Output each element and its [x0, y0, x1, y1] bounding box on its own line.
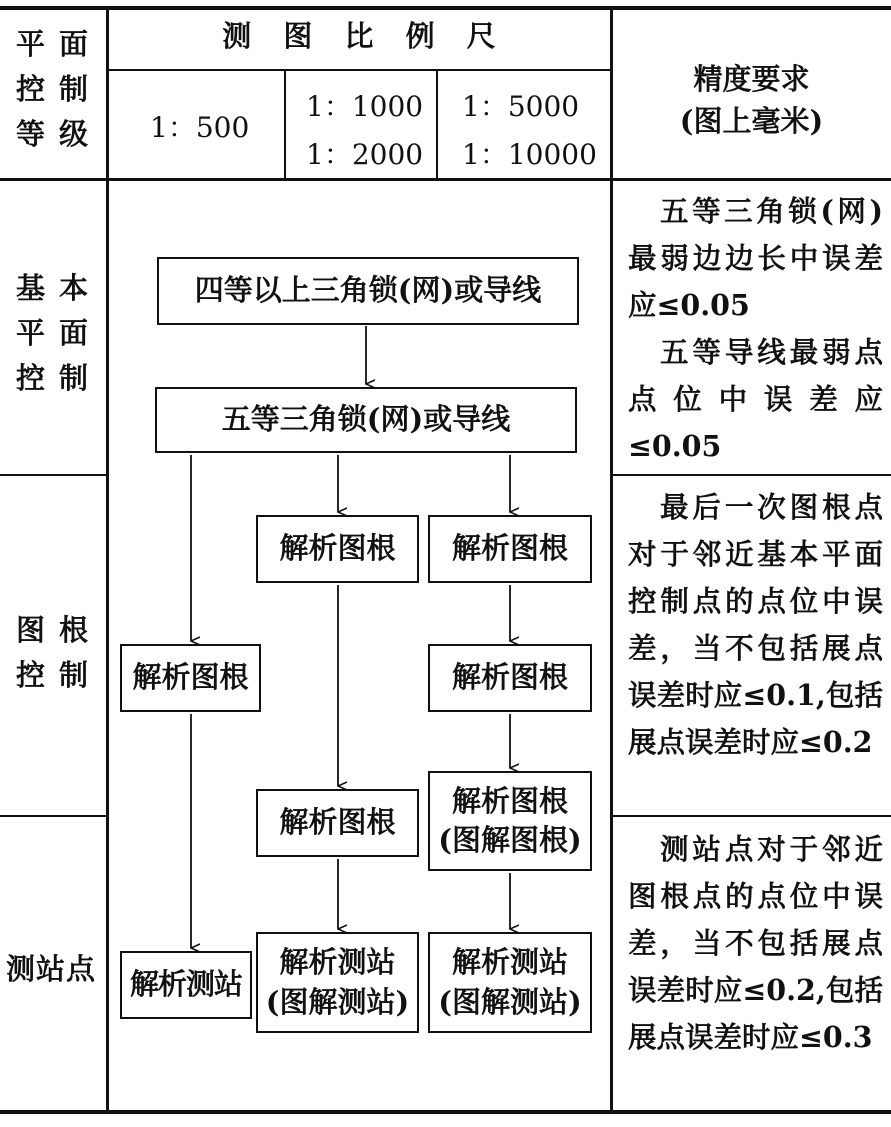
requirement-text: 测站点对于邻近图根点的点位中误差，当不包括展点误差时应≤0.2,包括展点误差时应≤0.3: [628, 832, 883, 1054]
accuracy-header-line: (图上毫米): [679, 104, 824, 139]
row-label-line: 基本: [16, 271, 103, 305]
flow-box-col2-1: 解析图根: [256, 515, 419, 583]
row-label-line: 控制: [16, 657, 103, 692]
flow-box-col3-1: 解析图根: [428, 515, 592, 583]
row-label-line: 图根: [16, 613, 103, 647]
scale-value: 1：500: [150, 111, 250, 144]
accuracy-header-line: 精度要求: [693, 62, 810, 96]
row-label-station: 测站点: [6, 952, 97, 986]
row-label-line: 控制: [16, 360, 103, 395]
requirement-text: 五等三角锁(网)最弱边边长中误差应≤0.05: [628, 194, 883, 322]
flow-box-second: 五等三角锁(网)或导线: [155, 387, 577, 453]
scale-value: 1：10000: [462, 137, 597, 171]
scale-value: 1：2000: [306, 137, 424, 171]
scale-value: 1：5000: [462, 90, 580, 123]
flow-box-col2-3: 解析测站 (图解测站): [256, 932, 419, 1033]
grade-header-line: 控制: [16, 71, 103, 106]
scale-title: 测 图 比 例 尺: [222, 19, 496, 53]
flow-box-col3-3: 解析图根 (图解图根): [428, 771, 592, 871]
row-label-line: 平面: [16, 315, 103, 350]
grade-header-line: 平面: [16, 27, 103, 61]
flow-box-col2-2: 解析图根: [256, 789, 419, 857]
scale-value: 1：1000: [306, 90, 424, 123]
flow-box-col3-4: 解析测站 (图解测站): [428, 932, 592, 1033]
requirement-text: 最后一次图根点对于邻近基本平面控制点的点位中误差，当不包括展点误差时应≤0.1,包括展点误差时应≤0.2: [628, 490, 883, 759]
grade-header-line: 等级: [16, 116, 103, 151]
flow-box-col3-2: 解析图根: [428, 644, 592, 712]
flow-box-col1-1: 解析图根: [120, 644, 261, 712]
flow-box-top: 四等以上三角锁(网)或导线: [157, 257, 579, 325]
requirement-text: 五等导线最弱点点位中误差应≤0.05: [628, 335, 883, 463]
flow-box-col1-2: 解析测站: [120, 951, 252, 1019]
